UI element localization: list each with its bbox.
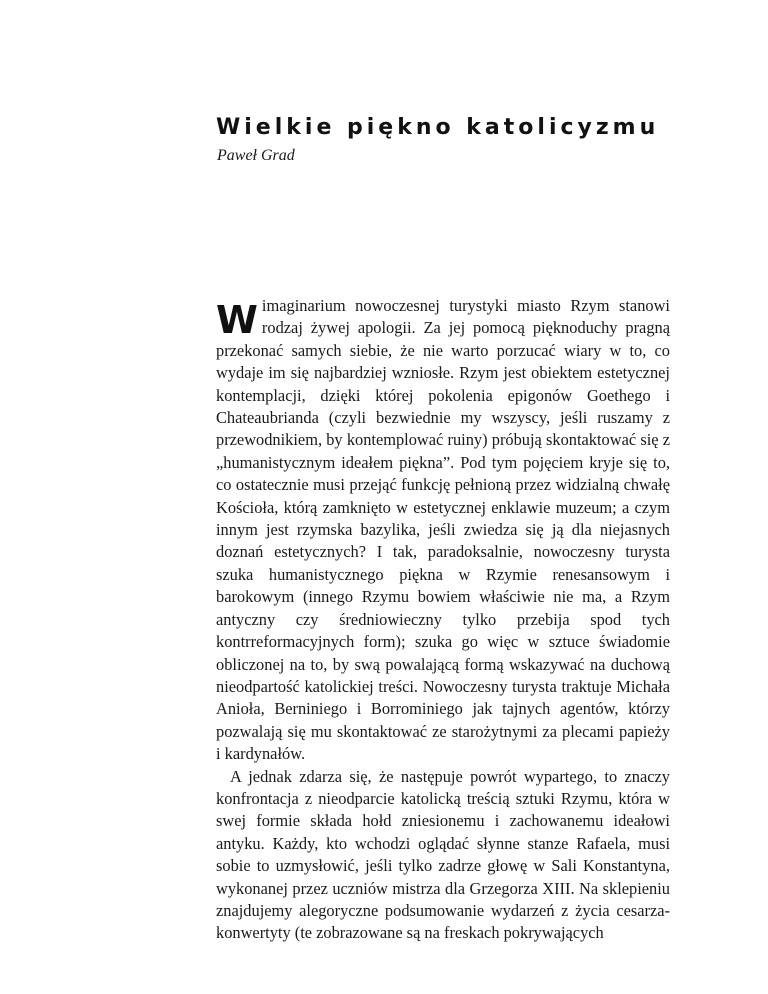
article-title: Wielkie piękno katolicyzmu: [216, 115, 660, 140]
article-author: Paweł Grad: [217, 147, 295, 164]
paragraph-2: A jednak zdarza się, że następuje powrót wypartego, to znaczy konfrontacja z nieodparcie katolicką treścią sztuki Rzymu, która w swej formie składa hołd zniesionemu i zachowanemu ideałowi antyku. Każdy, kto wchodzi oglądać słynne stanze Rafaela, musi sobie to uzmysłowić, jeśli tylko zadrze głowę w Sali Konstantyna, wykonanej przez uczniów mistrza dla Grzegorza XIII. Na sklepieniu znajdujemy alegoryczne podsumowanie wydarzeń z życia cesarza-konwertyty (te zobrazowane są na freskach pokrywających: [216, 766, 670, 943]
paragraph-1-text: imaginarium nowoczesnej turystyki miasto Rzym stanowi rodzaj żywej apologii. Za jej pomocą pięknoduchy pragną przekonać samych siebie, że nie warto porzucać wiary w to, co wydaje im się najbardziej wzniosłe. Rzym jest obiektem estetycznej kontemplacji, dzięki której pokolenia epigonów Goethego i Chateaubrianda (czyli bezwiednie my wszyscy, jeśli ruszamy z przewodnikiem, by kontemplować ruiny) próbują skontaktować się z „humanistycznym ideałem piękna”. Pod tym pojęciem kryje się to, co ostatecznie musi przejąć funkcję pełnioną przez widzialną chwałę Kościoła, którą zamknięto w estetycznej enklawie muzeum; a czym innym jest rzymska bazylika, jeśli zwiedza się ją dla niejasnych doznań estetycznych? I tak, paradoksalnie, nowoczesny turysta szuka humanistycznego piękna w Rzymie renesansowym i barokowym (innego Rzymu bowiem właściwie nie ma, a Rzym antyczny czy średniowieczny tylko przebija spod tych kontrreformacyjnych form); szuka go więc w sztuce świadomie obliczonej na to, by swą powalającą formą wskazywać na duchową nieodpartość katolickiej treści. Nowoczesny turysta traktuje Michała Anioła, Berniniego i Borrominiego jak tajnych agentów, którzy pozwalają się mu skontaktować ze starożytnymi za plecami papieży i kardynałów.: [216, 296, 670, 764]
drop-cap: W: [216, 298, 258, 342]
paragraph-1: [216, 295, 670, 766]
article-body: [216, 295, 670, 945]
